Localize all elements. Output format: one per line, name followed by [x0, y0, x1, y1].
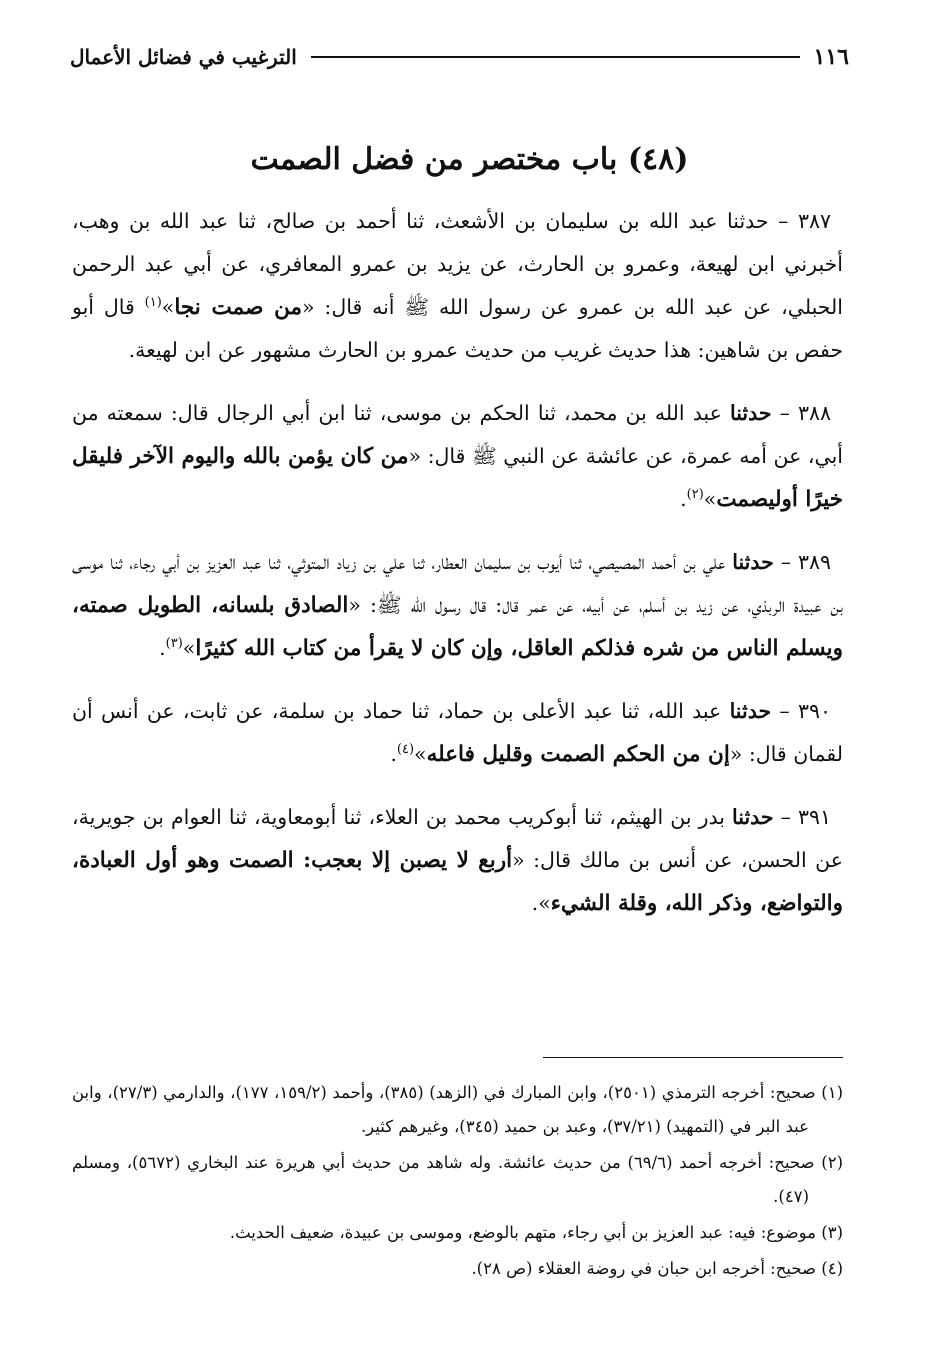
- hadith-tail: .: [680, 487, 687, 511]
- page-number: ١١٦: [813, 44, 849, 70]
- hadith-matn: أربع لا يصبن إلا بعجب: الصمت وهو أول العبادة، والتواضع، وذكر الله، وقلة الشيء: [72, 848, 843, 916]
- footnote-3: (٣) موضوع: فيه: عبد العزيز بن أبي رجاء، متهم بالوضع، وموسى بن عبيدة، ضعيف الحديث.: [229, 1223, 843, 1242]
- hadith-tail: .: [390, 742, 397, 766]
- hadith-tail: قال أبو حفص بن شاهين: هذا حديث غريب من حديث عمرو بن الحارث مشهور عن ابن لهيعة.: [72, 295, 843, 362]
- hadith-quote-close: »: [182, 636, 196, 660]
- footnote-marker: (٢): [686, 487, 704, 503]
- footnote-marker: (٤): [396, 742, 415, 758]
- footnote-1: (١) صحيح: أخرجه الترمذي (٢٥٠١)، وابن المبارك في (الزهد) (٣٨٥)، وأحمد (١٥٩/٢، ١٧٧)، والدارمي (٢٧/٣)، وابن عبد البر في (التمهيد) (٣٧/٢١)، وعبد بن حميد (٣٤٥)، وغيرهم كثير.: [72, 1083, 843, 1136]
- hadith-quote-close: »: [161, 295, 175, 319]
- hadith-tail: .: [159, 636, 166, 660]
- hadith-isnad: عبد الله، ثنا عبد الأعلى بن حماد، ثنا حماد بن سلمة، عن ثابت، عن أنس أن لقمان قال: «: [72, 699, 843, 766]
- hadith-matn: الصادق بلسانه، الطويل صمته، ويسلم الناس من شره فذلكم العاقل، وإن كان لا يقرأ من كتاب الله كثيرًا: [72, 593, 843, 661]
- hadith-number: ٣٨٩ –: [780, 550, 831, 574]
- footnote-marker: (٣): [165, 636, 183, 652]
- page-header: [70, 42, 849, 72]
- hadith-387: [72, 200, 843, 372]
- hadith-lead: حدثنا: [729, 699, 772, 723]
- hadith-number: ٣٨٨ –: [779, 401, 831, 425]
- hadith-lead: حدثنا: [729, 401, 772, 425]
- hadith-number: ٣٩١ –: [780, 805, 831, 829]
- hadith-isnad: بدر بن الهيثم، ثنا أبوكريب محمد بن العلاء، ثنا أبومعاوية، ثنا العوام بن جويرية، عن الحسن، عن أنس بن مالك قال: «: [72, 805, 843, 872]
- hadith-391: [72, 796, 843, 925]
- hadith-list: [72, 200, 843, 945]
- hadith-isnad: علي بن أحمد المصيصي، ثنا أيوب بن سليمان العطار، ثنا علي بن زياد المتوثي، ثنا عبد العزيز بن أبي رجاء، ثنا موسى بن عبيدة الربذي، عن زيد بن أسلم، عن أبيه، عن عمر قال: قال رسول الله ﷺ: «: [72, 550, 844, 617]
- hadith-isnad: عبد الله بن محمد، ثنا الحكم بن موسى، ثنا ابن أبي الرجال قال: سمعته من أبي، عن أمه عمرة، عن عائشة عن النبي ﷺ قال: «: [72, 401, 843, 468]
- hadith-isnad: حدثنا عبد الله بن سليمان بن الأشعث، ثنا أحمد بن صالح، ثنا عبد الله بن وهب، أخبرني ابن لهيعة، وعمرو بن الحارث، عن يزيد بن عمرو المعافري، عن أبي عبد الرحمن الحبلي، عن عبد الله بن عمرو عن رسول الله ﷺ أنه قال: «: [72, 209, 843, 319]
- hadith-388: [72, 392, 843, 521]
- footnote-separator: [543, 1057, 843, 1058]
- chapter-title: (٤٨) باب مختصر من فضل الصمت: [250, 142, 689, 177]
- hadith-quote-close: »: [414, 742, 427, 766]
- hadith-lead: حدثنا: [732, 550, 774, 574]
- footnote-4: (٤) صحيح: أخرجه ابن حبان في روضة العقلاء (ص ٢٨).: [471, 1259, 843, 1278]
- footnotes: [72, 1076, 843, 1288]
- hadith-matn: من صمت نجا: [174, 295, 303, 320]
- footnote-marker: (١): [144, 295, 162, 311]
- hadith-389: [72, 541, 843, 670]
- hadith-quote-close: »: [538, 891, 551, 915]
- hadith-tail: .: [531, 891, 539, 915]
- hadith-matn: من كان يؤمن بالله واليوم الآخر فليقل خيرًا أوليصمت: [72, 444, 843, 512]
- hadith-quote-close: »: [703, 487, 717, 511]
- hadith-number: ٣٩٠ –: [779, 699, 831, 723]
- hadith-number: ٣٨٧ –: [778, 209, 831, 233]
- header-rule: [311, 56, 800, 58]
- running-title: الترغيب في فضائل الأعمال: [70, 45, 297, 69]
- footnote-2: (٢) صحيح: أخرجه أحمد (٦٩/٦) من حديث عائشة. وله شاهد من حديث أبي هريرة عند البخاري (٥٦٧٢)، ومسلم (٤٧).: [72, 1153, 843, 1206]
- hadith-matn: إن من الحكم الصمت وقليل فاعله: [426, 742, 730, 767]
- hadith-390: [72, 690, 843, 776]
- hadith-lead: حدثنا: [732, 805, 774, 829]
